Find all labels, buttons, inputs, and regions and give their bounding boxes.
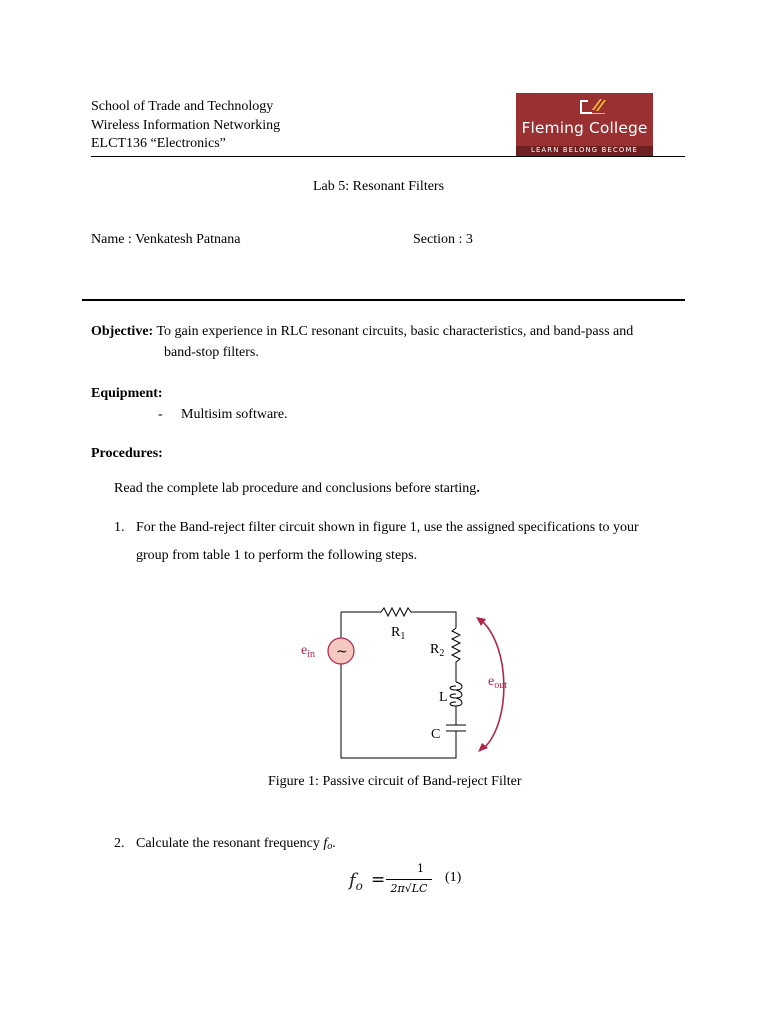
equipment-label: Equipment: bbox=[91, 386, 163, 401]
step-2-period: . bbox=[332, 836, 336, 851]
label-inductor: L bbox=[439, 690, 448, 705]
objective-text: To gain experience in RLC resonant circuits, basic characteristics, and band-pass and bbox=[153, 324, 634, 339]
label-eout: e bbox=[488, 674, 495, 689]
header-rule bbox=[91, 156, 685, 157]
procedures-label: Procedures: bbox=[91, 446, 163, 461]
objective-label: Objective: bbox=[91, 324, 154, 339]
step-2-line bbox=[136, 836, 336, 852]
equation-number: (1) bbox=[445, 870, 462, 885]
equation-lhs-sub: o bbox=[355, 879, 363, 893]
step-1-number: 1. bbox=[114, 520, 125, 535]
procedures-intro bbox=[114, 481, 480, 497]
label-ein-sub: in bbox=[307, 649, 315, 660]
label-r1: R bbox=[391, 625, 401, 640]
header-course: ELCT136 “Electronics” bbox=[91, 136, 226, 151]
step-1-text-cont: group from table 1 to perform the following steps. bbox=[136, 548, 418, 563]
logo-wordmark: Fleming College bbox=[521, 119, 648, 137]
svg-text:R2 bbox=[430, 642, 444, 659]
procedures-intro-text: Read the complete lab procedure and conclusions before starting bbox=[114, 481, 477, 496]
step-2-number: 2. bbox=[114, 836, 125, 851]
step-2-text: Calculate the resonant frequency bbox=[136, 836, 324, 851]
label-r2: R bbox=[430, 642, 440, 657]
objective-text-cont: band-stop filters. bbox=[164, 345, 259, 360]
svg-text:~ bbox=[336, 644, 348, 660]
fleming-college-logo bbox=[516, 93, 653, 156]
section-divider bbox=[82, 299, 685, 301]
lab-title: Lab 5: Resonant Filters bbox=[313, 179, 445, 194]
label-eout-sub: out bbox=[494, 680, 507, 691]
fraction-bar bbox=[386, 879, 432, 880]
equation-denominator: 2π√LC bbox=[390, 882, 428, 895]
source-symbol: ~ bbox=[336, 644, 348, 660]
header-program: Wireless Information Networking bbox=[91, 118, 281, 133]
equation-equals: = bbox=[371, 870, 386, 890]
inductor-symbol bbox=[450, 682, 462, 725]
step-2-symbol-sub: o bbox=[327, 841, 333, 852]
logo-mark-icon bbox=[578, 96, 608, 118]
equation-lhs: f bbox=[349, 870, 356, 891]
capacitor-symbol bbox=[446, 725, 466, 734]
procedures-intro-period: . bbox=[476, 481, 480, 496]
header-school: School of Trade and Technology bbox=[91, 99, 274, 114]
resistor-r2-symbol bbox=[452, 628, 460, 682]
equipment-bullet: - bbox=[158, 407, 163, 422]
label-capacitor: C bbox=[431, 727, 441, 742]
figure-caption: Figure 1: Passive circuit of Band-reject Filter bbox=[268, 774, 522, 789]
student-section: Section : 3 bbox=[413, 232, 473, 247]
label-r2-sub: 2 bbox=[439, 648, 445, 659]
equation-numerator: 1 bbox=[417, 862, 424, 875]
logo-tagline: LEARN BELONG BECOME bbox=[530, 146, 639, 154]
svg-text:R1 bbox=[391, 625, 405, 642]
label-ein: e bbox=[301, 643, 308, 658]
objective-line bbox=[91, 324, 633, 340]
svg-text:ein bbox=[301, 643, 315, 660]
student-name: Name : Venkatesh Patnana bbox=[91, 232, 241, 247]
step-2-symbol: f bbox=[323, 836, 328, 851]
equipment-item: Multisim software. bbox=[181, 407, 288, 422]
step-1-text: For the Band-reject filter circuit shown in figure 1, use the assigned specifications to your bbox=[136, 520, 639, 535]
band-reject-circuit-diagram bbox=[296, 602, 526, 764]
label-r1-sub: 1 bbox=[400, 631, 406, 642]
